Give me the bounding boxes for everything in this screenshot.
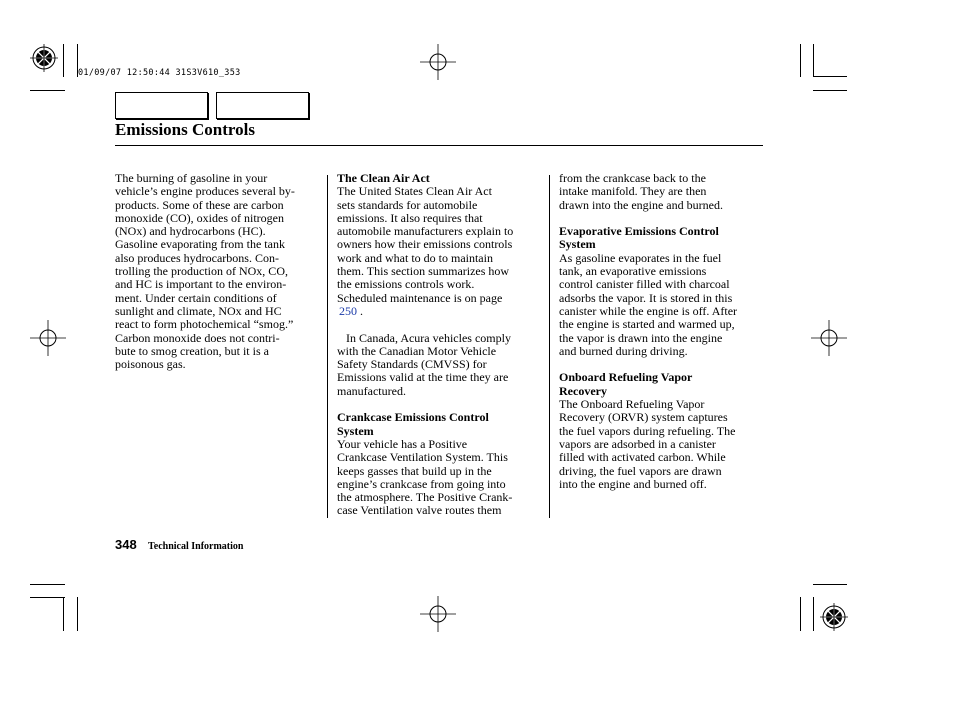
text-line: with the Canadian Motor Vehicle: [337, 343, 497, 358]
text-line: them. This section summarizes how: [337, 264, 510, 279]
text-line: Safety Standards (CMVSS) for: [337, 357, 487, 372]
crop-mark: [63, 597, 64, 631]
registration-target-icon: [820, 603, 848, 631]
text-line: from the crankcase back to the: [559, 171, 706, 185]
column-divider: [327, 175, 328, 518]
crop-mark: [813, 597, 814, 631]
text-line: the fuel vapors during refueling. The: [559, 423, 736, 438]
text-line: automobile manufacturers explain to: [337, 224, 514, 239]
crop-mark: [813, 90, 847, 91]
text-line: The Onboard Refueling Vapor: [559, 397, 705, 412]
page-reference-suffix: .: [357, 303, 363, 318]
crop-mark: [800, 44, 801, 77]
title-rule: [115, 145, 763, 146]
heading-clean-air-act: The Clean Air Act: [337, 171, 430, 185]
text-line: vehicle’s engine produces several by-: [115, 184, 295, 199]
crop-mark: [30, 90, 65, 91]
text-line: canister while the engine is off. After: [559, 303, 738, 318]
registration-crosshair-icon: [420, 596, 456, 632]
text-line: tank, an evaporative emissions: [559, 264, 707, 279]
text-line: As gasoline evaporates in the fuel: [559, 250, 722, 265]
text-line: the emissions controls work.: [337, 277, 475, 292]
text-line: engine’s crankcase from going into: [337, 476, 506, 491]
text-line: Recovery (ORVR) system captures: [559, 410, 728, 425]
text-line: sunlight and climate, NOx and HC: [115, 303, 282, 318]
crop-mark: [30, 597, 65, 598]
text-line: the vapor is drawn into the engine: [559, 330, 723, 345]
nav-tab-box-1[interactable]: [115, 92, 208, 119]
heading-crankcase: System: [337, 423, 374, 438]
text-line: adsorbs the vapor. It is stored in this: [559, 290, 733, 305]
text-line: and HC is important to the environ-: [115, 277, 287, 292]
text-line: Your vehicle has a Positive: [337, 436, 468, 451]
text-line: (NOx) and hydrocarbons (HC).: [115, 224, 266, 239]
heading-evaporative: System: [559, 237, 596, 252]
page-number: 348: [115, 537, 137, 552]
text-line: react to form photochemical “smog.”: [115, 317, 294, 332]
text-line: the atmosphere. The Positive Crank-: [337, 490, 513, 505]
text-line: Carbon monoxide does not contri-: [115, 330, 280, 345]
text-line: trolling the production of NOx, CO,: [115, 264, 288, 279]
column-clean-air-act: [337, 172, 547, 518]
page-title: Emissions Controls: [115, 120, 255, 139]
registration-crosshair-icon: [420, 44, 456, 80]
text-line: into the engine and burned off.: [559, 476, 707, 491]
heading-orvr: Onboard Refueling Vapor: [559, 370, 693, 385]
text-line: driving, the fuel vapors are drawn: [559, 463, 722, 478]
text-line: keeps gasses that build up in the: [337, 463, 492, 478]
crop-mark: [63, 44, 64, 77]
text-line: bute to smog creation, but it is a: [115, 343, 269, 358]
text-line: Crankcase Ventilation System. This: [337, 450, 508, 465]
text-line: manufactured.: [337, 383, 406, 398]
text-line: sets standards for automobile: [337, 197, 478, 212]
registration-crosshair-icon: [811, 320, 847, 356]
text-line: drawn into the engine and burned.: [559, 197, 723, 212]
text-line: The burning of gasoline in your: [115, 171, 268, 185]
text-line: vapors are adsorbed in a canister: [559, 436, 716, 451]
text-line: control canister filled with charcoal: [559, 277, 730, 292]
column-intro: [115, 172, 325, 371]
text-line: intake manifold. They are then: [559, 184, 707, 199]
registration-target-icon: [30, 44, 58, 72]
column-evaporative: [559, 172, 769, 491]
text-line: the engine is started and warmed up,: [559, 317, 735, 332]
text-line: ment. Under certain conditions of: [115, 290, 277, 305]
crop-mark: [813, 584, 847, 585]
crop-mark: [77, 597, 78, 631]
print-stamp: 01/09/07 12:50:44 31S3V610_353: [78, 68, 241, 78]
text-line: Gasoline evaporating from the tank: [115, 237, 285, 252]
page-reference-line: [337, 305, 547, 318]
text-line: In Canada, Acura vehicles comply: [346, 330, 511, 345]
nav-tab-box-2[interactable]: [216, 92, 309, 119]
text-line: Scheduled maintenance is on page: [337, 290, 503, 305]
text-line: poisonous gas.: [115, 357, 186, 372]
text-line: and burned during driving.: [559, 343, 688, 358]
crop-mark: [800, 597, 801, 631]
text-line: emissions. It also requires that: [337, 210, 483, 225]
text-line: Emissions valid at the time they are: [337, 370, 509, 385]
text-line: filled with activated carbon. While: [559, 450, 726, 465]
heading-crankcase: Crankcase Emissions Control: [337, 410, 489, 425]
text-line: work and what to do to maintain: [337, 250, 493, 265]
text-line: case Ventilation valve routes them: [337, 503, 502, 518]
text-line: products. Some of these are carbon: [115, 197, 284, 212]
text-line: also produces hydrocarbons. Con-: [115, 250, 279, 265]
text-line: monoxide (CO), oxides of nitrogen: [115, 210, 284, 225]
text-line: The United States Clean Air Act: [337, 184, 492, 199]
section-name: Technical Information: [148, 541, 244, 552]
heading-evaporative: Evaporative Emissions Control: [559, 224, 719, 239]
registration-crosshair-icon: [30, 320, 66, 356]
crop-mark: [813, 76, 847, 77]
column-divider: [549, 175, 550, 518]
text-line: owners how their emissions controls: [337, 237, 513, 252]
heading-orvr: Recovery: [559, 383, 607, 398]
crop-mark: [813, 44, 814, 77]
page-reference-link[interactable]: 250: [339, 303, 357, 318]
crop-mark: [30, 584, 65, 585]
